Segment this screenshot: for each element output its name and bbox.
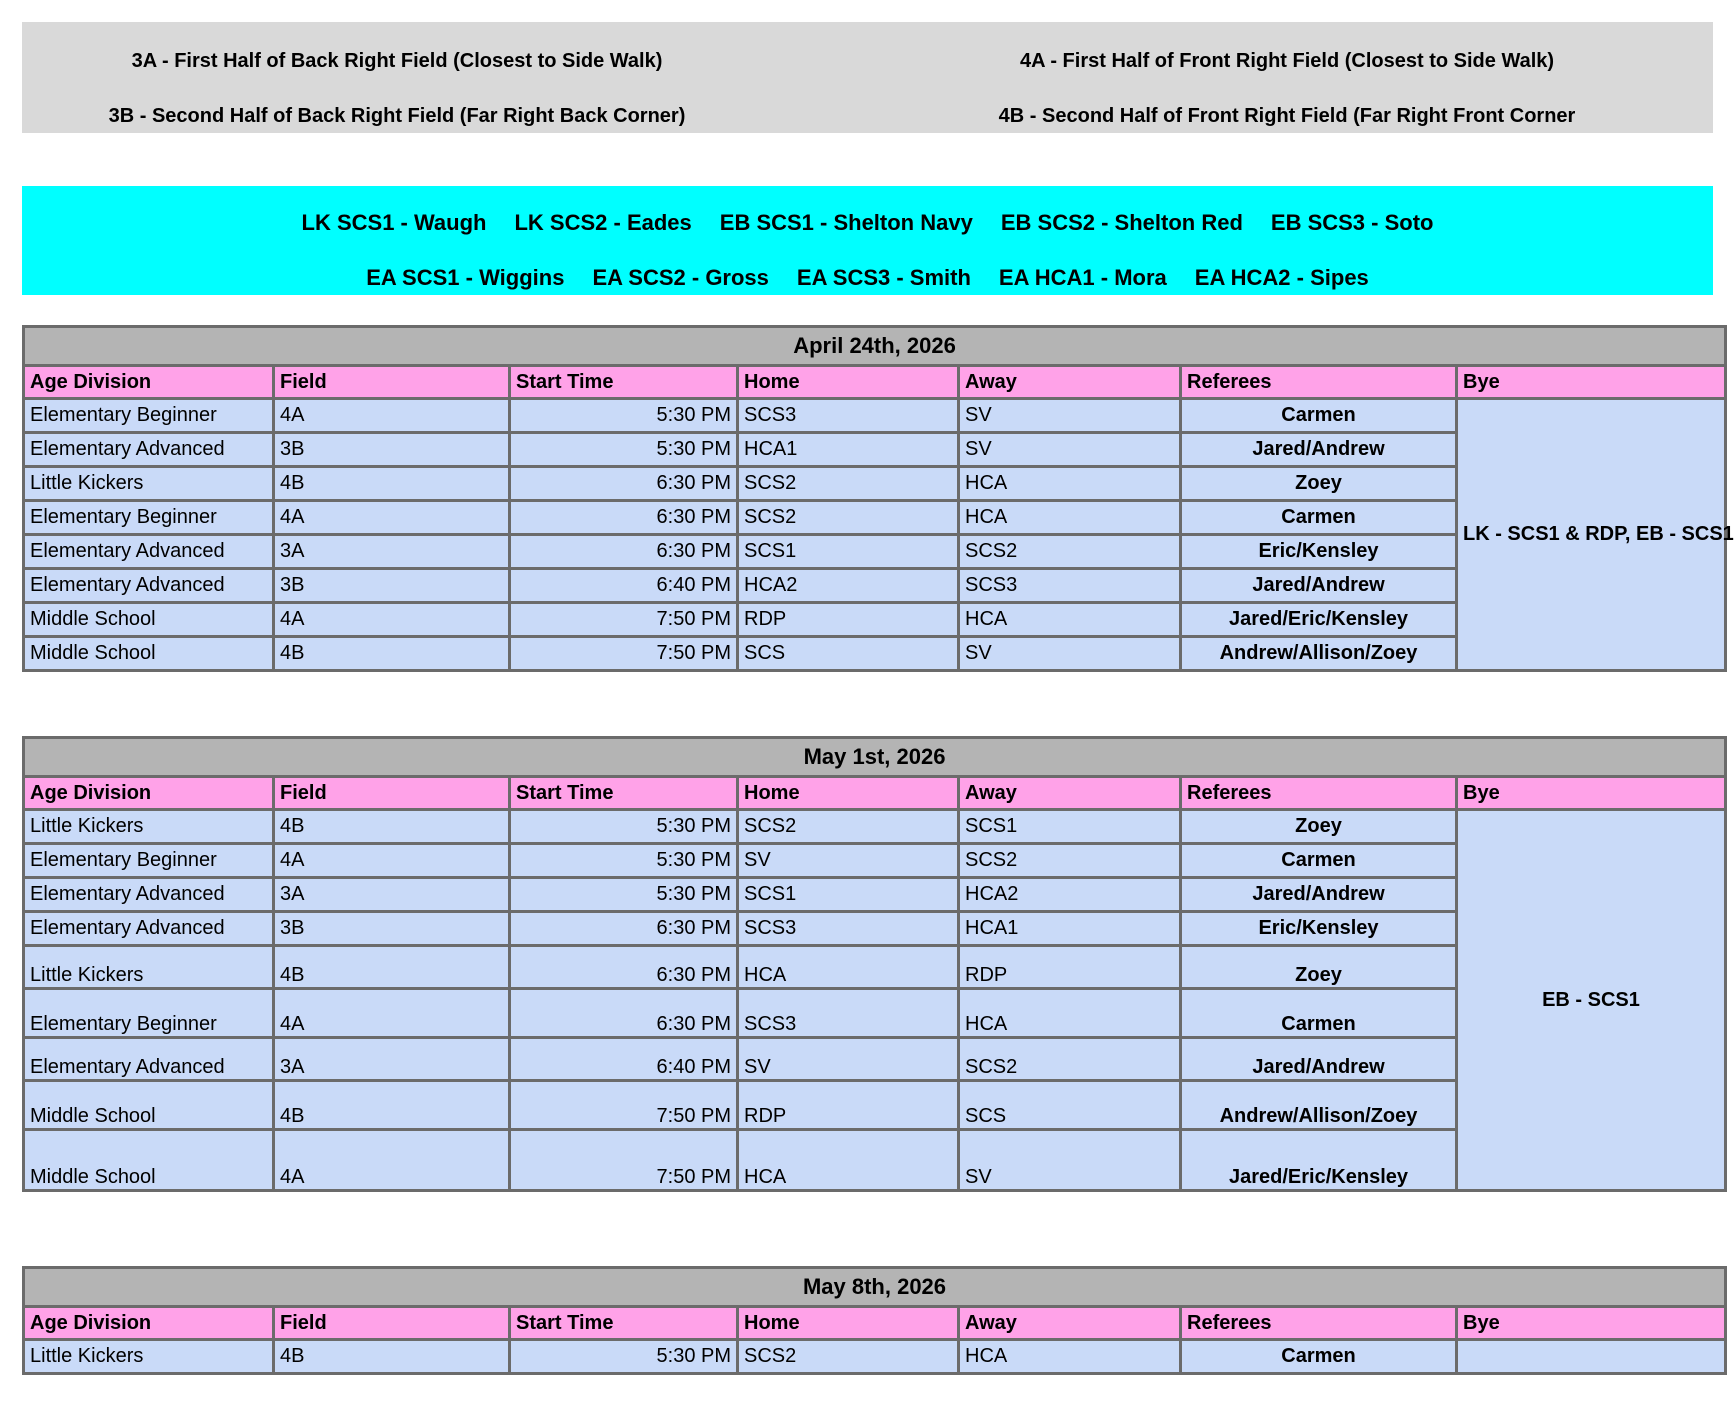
cell-field: 3A bbox=[275, 879, 508, 910]
column-header-away: Away bbox=[960, 778, 1179, 808]
cell-referees: Zoey bbox=[1182, 947, 1455, 987]
team-legend-row-2 bbox=[22, 265, 1713, 291]
cell-age-division: Elementary Advanced bbox=[25, 434, 272, 465]
cell-age-division: Elementary Advanced bbox=[25, 570, 272, 601]
cell-start-time: 6:30 PM bbox=[511, 990, 736, 1036]
cell-age-division: Elementary Advanced bbox=[25, 1039, 272, 1079]
cell-age-division: Elementary Advanced bbox=[25, 913, 272, 944]
field-3a-label: 3A - First Half of Back Right Field (Closest to Side Walk) bbox=[131, 50, 663, 72]
cell-home: SCS3 bbox=[739, 990, 957, 1036]
cell-referees: Andrew/Allison/Zoey bbox=[1182, 1082, 1455, 1128]
column-header-age-division: Age Division bbox=[25, 1308, 272, 1338]
cell-referees: Zoey bbox=[1182, 811, 1455, 842]
field-3b-label: 3B - Second Half of Back Right Field (Far Right Back Corner) bbox=[108, 105, 686, 127]
cell-referees: Jared/Eric/Kensley bbox=[1182, 1131, 1455, 1189]
cell-home: SCS2 bbox=[739, 502, 957, 533]
column-header-referees: Referees bbox=[1182, 367, 1455, 397]
game-row bbox=[25, 400, 1724, 431]
column-header-start-time: Start Time bbox=[511, 1308, 736, 1338]
cell-referees: Carmen bbox=[1182, 990, 1455, 1036]
cell-field: 3A bbox=[275, 536, 508, 567]
cell-field: 3B bbox=[275, 570, 508, 601]
cell-age-division: Middle School bbox=[25, 1131, 272, 1189]
cell-referees: Zoey bbox=[1182, 468, 1455, 499]
cell-home: HCA2 bbox=[739, 570, 957, 601]
column-header-start-time: Start Time bbox=[511, 367, 736, 397]
cell-home: RDP bbox=[739, 604, 957, 635]
cell-field: 4B bbox=[275, 1341, 508, 1372]
cell-home: HCA bbox=[739, 947, 957, 987]
bye-cell: LK - SCS1 & RDP, EB - SCS1 bbox=[1458, 400, 1724, 669]
cell-away: HCA bbox=[960, 604, 1179, 635]
cell-referees: Jared/Andrew bbox=[1182, 434, 1455, 465]
cell-referees: Eric/Kensley bbox=[1182, 913, 1455, 944]
cell-home: SCS1 bbox=[739, 536, 957, 567]
cell-age-division: Elementary Beginner bbox=[25, 845, 272, 876]
cell-age-division: Elementary Beginner bbox=[25, 400, 272, 431]
cell-field: 3B bbox=[275, 913, 508, 944]
cell-referees: Carmen bbox=[1182, 1341, 1455, 1372]
cell-away: SV bbox=[960, 400, 1179, 431]
cell-home: SCS2 bbox=[739, 468, 957, 499]
column-header-field: Field bbox=[275, 1308, 508, 1338]
cell-field: 4B bbox=[275, 638, 508, 669]
field-4a-label: 4A - First Half of Front Right Field (Closest to Side Walk) bbox=[1019, 50, 1555, 72]
cell-field: 3B bbox=[275, 434, 508, 465]
cell-start-time: 5:30 PM bbox=[511, 400, 736, 431]
cell-away: SCS1 bbox=[960, 811, 1179, 842]
game-row bbox=[25, 811, 1724, 842]
cell-away: SV bbox=[960, 1131, 1179, 1189]
team-label: EA HCA1 - Mora bbox=[998, 265, 1167, 290]
column-header-referees: Referees bbox=[1182, 1308, 1455, 1338]
cell-home: HCA bbox=[739, 1131, 957, 1189]
cell-field: 4B bbox=[275, 811, 508, 842]
cell-field: 4A bbox=[275, 502, 508, 533]
column-header-start-time: Start Time bbox=[511, 778, 736, 808]
cell-field: 4A bbox=[275, 845, 508, 876]
column-header-referees: Referees bbox=[1182, 778, 1455, 808]
cell-referees: Eric/Kensley bbox=[1182, 536, 1455, 567]
cell-start-time: 7:50 PM bbox=[511, 604, 736, 635]
cell-referees: Jared/Andrew bbox=[1182, 1039, 1455, 1079]
cell-referees: Jared/Andrew bbox=[1182, 879, 1455, 910]
team-label: EA SCS3 - Smith bbox=[796, 265, 971, 290]
column-header-home: Home bbox=[739, 367, 957, 397]
cell-start-time: 5:30 PM bbox=[511, 845, 736, 876]
schedule-table-week-1 bbox=[22, 325, 1734, 672]
cell-start-time: 6:40 PM bbox=[511, 570, 736, 601]
cell-field: 4A bbox=[275, 400, 508, 431]
schedule-table-week-3 bbox=[22, 1266, 1727, 1375]
cell-age-division: Elementary Advanced bbox=[25, 879, 272, 910]
date-header: May 1st, 2026 bbox=[25, 739, 1724, 775]
team-label: EB SCS1 - Shelton Navy bbox=[719, 210, 973, 235]
cell-referees: Carmen bbox=[1182, 845, 1455, 876]
game-row bbox=[25, 1341, 1724, 1372]
date-header: April 24th, 2026 bbox=[25, 328, 1724, 364]
cell-start-time: 7:50 PM bbox=[511, 1082, 736, 1128]
team-legend bbox=[22, 186, 1713, 295]
cell-away: SV bbox=[960, 434, 1179, 465]
cell-referees: Jared/Eric/Kensley bbox=[1182, 604, 1455, 635]
cell-field: 4A bbox=[275, 990, 508, 1036]
cell-age-division: Little Kickers bbox=[25, 468, 272, 499]
column-header-bye: Bye bbox=[1458, 778, 1724, 808]
cell-home: HCA1 bbox=[739, 434, 957, 465]
bye-cell bbox=[1458, 1341, 1724, 1372]
schedule-table-week-2 bbox=[22, 736, 1727, 1192]
column-header-bye: Bye bbox=[1458, 1308, 1724, 1338]
cell-referees: Jared/Andrew bbox=[1182, 570, 1455, 601]
cell-start-time: 5:30 PM bbox=[511, 1341, 736, 1372]
column-header-home: Home bbox=[739, 1308, 957, 1338]
cell-away: HCA bbox=[960, 468, 1179, 499]
cell-away: SCS2 bbox=[960, 536, 1179, 567]
cell-away: SCS2 bbox=[960, 1039, 1179, 1079]
cell-home: SCS3 bbox=[739, 400, 957, 431]
cell-start-time: 6:30 PM bbox=[511, 536, 736, 567]
column-header-age-division: Age Division bbox=[25, 778, 272, 808]
team-label: EA SCS2 - Gross bbox=[592, 265, 769, 290]
cell-age-division: Elementary Beginner bbox=[25, 502, 272, 533]
cell-away: HCA bbox=[960, 502, 1179, 533]
field-legend bbox=[22, 22, 1713, 133]
date-header: May 8th, 2026 bbox=[25, 1269, 1724, 1305]
cell-start-time: 6:40 PM bbox=[511, 1039, 736, 1079]
team-label: EA SCS1 - Wiggins bbox=[366, 265, 565, 290]
cell-field: 4B bbox=[275, 1082, 508, 1128]
cell-home: SCS2 bbox=[739, 811, 957, 842]
cell-away: HCA bbox=[960, 990, 1179, 1036]
cell-referees: Andrew/Allison/Zoey bbox=[1182, 638, 1455, 669]
cell-home: SCS2 bbox=[739, 1341, 957, 1372]
cell-home: SCS bbox=[739, 638, 957, 669]
column-header-age-division: Age Division bbox=[25, 367, 272, 397]
cell-away: HCA1 bbox=[960, 913, 1179, 944]
cell-away: RDP bbox=[960, 947, 1179, 987]
cell-away: SCS2 bbox=[960, 845, 1179, 876]
cell-away: SV bbox=[960, 638, 1179, 669]
column-header-field: Field bbox=[275, 778, 508, 808]
bye-cell: EB - SCS1 bbox=[1458, 811, 1724, 1189]
column-header-home: Home bbox=[739, 778, 957, 808]
cell-home: SCS1 bbox=[739, 879, 957, 910]
team-label: EB SCS3 - Soto bbox=[1270, 210, 1434, 235]
column-header-away: Away bbox=[960, 367, 1179, 397]
cell-field: 4B bbox=[275, 468, 508, 499]
cell-age-division: Middle School bbox=[25, 1082, 272, 1128]
cell-start-time: 6:30 PM bbox=[511, 947, 736, 987]
column-header-bye: Bye bbox=[1458, 367, 1724, 397]
cell-start-time: 6:30 PM bbox=[511, 468, 736, 499]
field-4b-label: 4B - Second Half of Front Right Field (Far Right Front Corner bbox=[998, 105, 1576, 127]
cell-away: SCS bbox=[960, 1082, 1179, 1128]
page-bottom-edge bbox=[0, 1380, 1736, 1402]
cell-start-time: 7:50 PM bbox=[511, 1131, 736, 1189]
cell-away: HCA2 bbox=[960, 879, 1179, 910]
cell-start-time: 6:30 PM bbox=[511, 502, 736, 533]
cell-age-division: Little Kickers bbox=[25, 811, 272, 842]
column-header-field: Field bbox=[275, 367, 508, 397]
cell-start-time: 5:30 PM bbox=[511, 879, 736, 910]
cell-home: SV bbox=[739, 1039, 957, 1079]
cell-field: 4A bbox=[275, 604, 508, 635]
cell-age-division: Elementary Advanced bbox=[25, 536, 272, 567]
cell-age-division: Little Kickers bbox=[25, 947, 272, 987]
team-label: EA HCA2 - Sipes bbox=[1194, 265, 1369, 290]
cell-field: 3A bbox=[275, 1039, 508, 1079]
cell-age-division: Middle School bbox=[25, 638, 272, 669]
team-label: EB SCS2 - Shelton Red bbox=[1000, 210, 1243, 235]
cell-field: 4B bbox=[275, 947, 508, 987]
column-header-away: Away bbox=[960, 1308, 1179, 1338]
cell-age-division: Elementary Beginner bbox=[25, 990, 272, 1036]
cell-start-time: 5:30 PM bbox=[511, 811, 736, 842]
team-legend-row-1 bbox=[22, 210, 1713, 236]
cell-home: RDP bbox=[739, 1082, 957, 1128]
cell-home: SV bbox=[739, 845, 957, 876]
cell-away: HCA bbox=[960, 1341, 1179, 1372]
cell-start-time: 6:30 PM bbox=[511, 913, 736, 944]
team-label: LK SCS1 - Waugh bbox=[301, 210, 487, 235]
cell-start-time: 7:50 PM bbox=[511, 638, 736, 669]
cell-field: 4A bbox=[275, 1131, 508, 1189]
cell-away: SCS3 bbox=[960, 570, 1179, 601]
cell-age-division: Little Kickers bbox=[25, 1341, 272, 1372]
cell-referees: Carmen bbox=[1182, 502, 1455, 533]
cell-home: SCS3 bbox=[739, 913, 957, 944]
team-label: LK SCS2 - Eades bbox=[514, 210, 692, 235]
cell-age-division: Middle School bbox=[25, 604, 272, 635]
cell-referees: Carmen bbox=[1182, 400, 1455, 431]
cell-start-time: 5:30 PM bbox=[511, 434, 736, 465]
